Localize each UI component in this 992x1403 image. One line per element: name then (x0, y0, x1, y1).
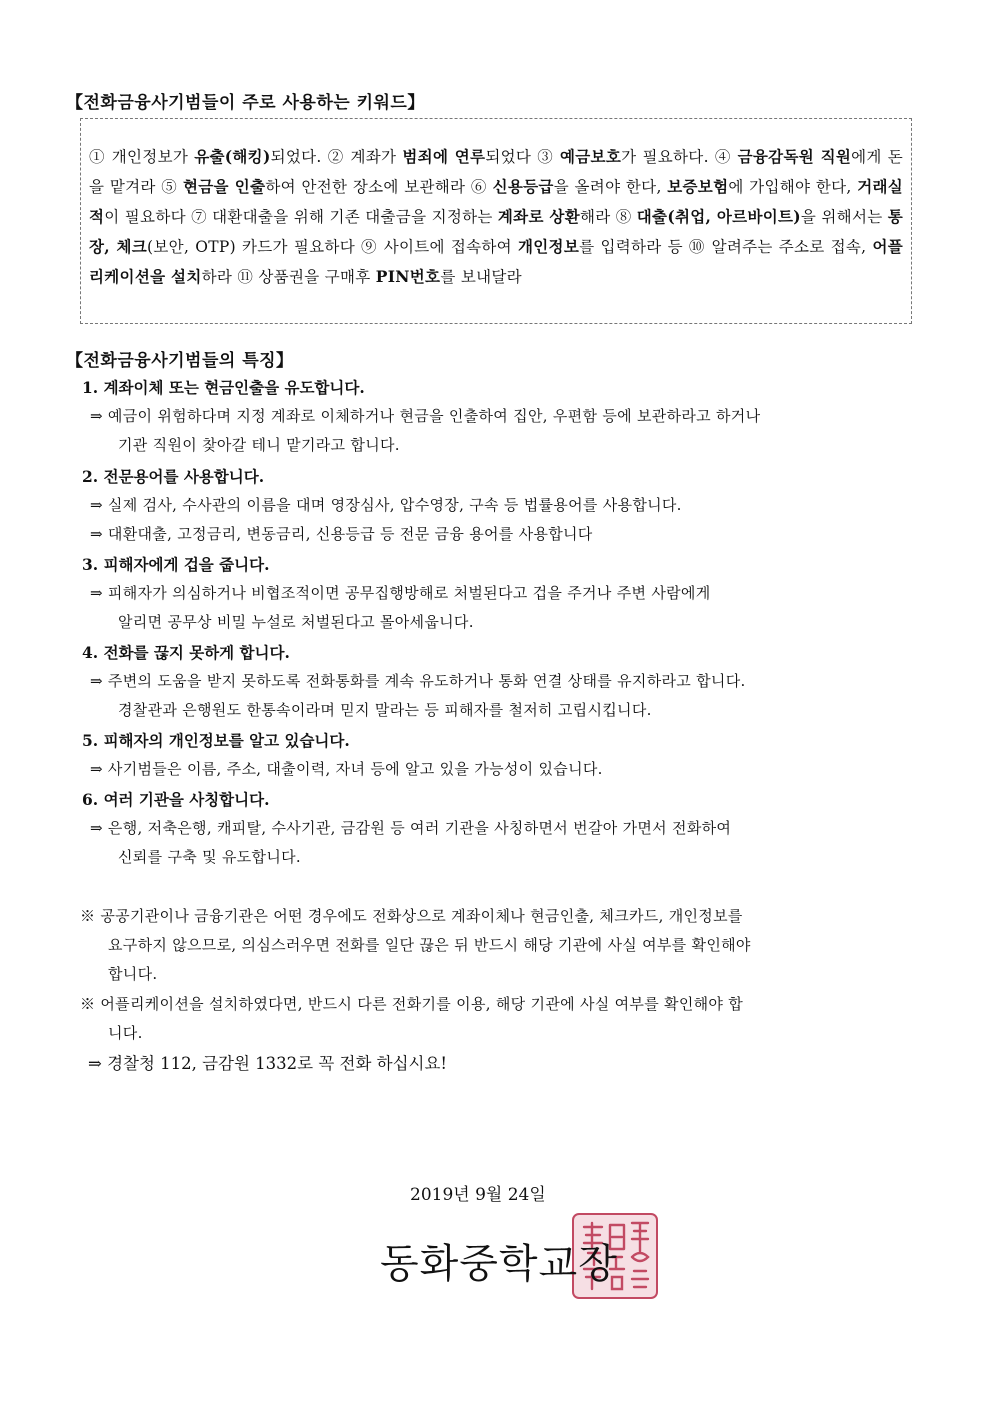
keyword-segment: 신용등급 (492, 177, 554, 196)
note-line: 합니다. (108, 965, 158, 983)
keywords-title: 【전화금융사기범들이 주로 사용하는 키워드】 (66, 93, 425, 113)
feature-heading-4: 4. 전화를 끊지 못하게 합니다. (82, 643, 290, 662)
feature-line: 경찰관과 은행원도 한통속이라며 믿지 말라는 등 피해자를 철저히 고립시킵니다. (118, 701, 652, 719)
note-line: ※ 공공기관이나 금융기관은 어떤 경우에도 전화상으로 계좌이체나 현금인출, 체크카드, 개인정보를 (80, 907, 743, 925)
keyword-segment: ① 개인정보가 (89, 148, 195, 166)
keyword-segment: 에 가입해야 한다, (728, 178, 858, 196)
keyword-segment: 을 올려야 한다, (553, 178, 668, 196)
note-line: ※ 어플리케이션을 설치하였다면, 반드시 다른 전화기를 이용, 해당 기관에 사실 여부를 확인해야 합 (80, 995, 744, 1013)
feature-line: ⇒ 실제 검사, 수사관의 이름을 대며 영장심사, 압수영장, 구속 등 법률용어를 사용합니다. (90, 496, 682, 514)
feature-heading-1: 1. 계좌이체 또는 현금인출을 유도합니다. (82, 378, 365, 397)
keyword-segment: 되었다 ③ (485, 148, 561, 166)
feature-heading-2: 2. 전문용어를 사용합니다. (82, 467, 265, 486)
keyword-segment: 개인정보 (518, 237, 580, 256)
keyword-segment: 거래실적 (89, 177, 904, 226)
keyword-segment: 를 보내달라 (440, 268, 522, 286)
keyword-segment: 하라 ⑪ 상품권을 구매후 (201, 268, 376, 286)
keyword-segment: 에게 돈을 맡겨라 ⑤ (89, 148, 904, 196)
feature-line: ⇒ 대환대출, 고정금리, 변동금리, 신용등급 등 전문 금융 용어를 사용합니다 (90, 525, 593, 543)
feature-line: 기관 직원이 찾아갈 테니 맡기라고 합니다. (118, 436, 400, 454)
school-principal-signature: 동화중학교장 (380, 1241, 618, 1287)
keyword-segment: 통장, 체크 (89, 207, 904, 256)
keyword-segment: 가 필요하다. ④ (621, 148, 738, 166)
keyword-segment: 예금보호 (560, 147, 622, 166)
keyword-segment: 되었다. ② 계좌가 (270, 148, 403, 166)
feature-line: 신뢰를 구축 및 유도합니다. (118, 848, 301, 866)
keyword-segment: 을 위해서는 (800, 208, 888, 226)
final-notice: ⇒ 경찰청 112, 금감원 1332로 꼭 전화 하십시요! (88, 1054, 448, 1073)
keyword-segment: 금융감독원 직원 (737, 147, 852, 166)
feature-line: ⇒ 예금이 위험하다며 지정 계좌로 이체하거나 현금을 인출하여 집안, 우편함 등에 보관하라고 하거나 (90, 407, 761, 425)
feature-line: ⇒ 사기범들은 이름, 주소, 대출이력, 자녀 등에 알고 있을 가능성이 있습니다. (90, 760, 603, 778)
feature-line: ⇒ 주변의 도움을 받지 못하도록 전화통화를 계속 유도하거나 통화 연결 상태를 유지하라고 합니다. (90, 672, 746, 690)
keywords-box (80, 118, 912, 324)
keyword-segment: 보증보험 (667, 177, 729, 196)
feature-line: ⇒ 은행, 저축은행, 캐피탈, 수사기관, 금감원 등 여러 기관을 사칭하면서 번갈아 가면서 전화하여 (90, 819, 732, 837)
keyword-segment: 현금을 인출 (182, 177, 266, 196)
document-date: 2019년 9월 24일 (410, 1185, 546, 1205)
feature-line: 알리면 공무상 비밀 누설로 처벌된다고 몰아세웁니다. (118, 613, 474, 631)
feature-line: ⇒ 피해자가 의심하거나 비협조적이면 공무집행방해로 처벌된다고 겁을 주거나 주변 사람에게 (90, 584, 711, 602)
note-line: 요구하지 않으므로, 의심스러우면 전화를 일단 끊은 뒤 반드시 해당 기관에 사실 여부를 확인해야 (108, 936, 751, 954)
keyword-segment: 를 입력하라 등 ⑩ 알려주는 주소로 접속, (579, 238, 873, 256)
feature-heading-6: 6. 여러 기관을 사칭합니다. (82, 790, 270, 809)
feature-heading-5: 5. 피해자의 개인정보를 알고 있습니다. (82, 731, 350, 750)
keyword-segment: 대출(취업, 아르바이트) (636, 207, 801, 226)
note-line: 니다. (108, 1024, 143, 1042)
keyword-segment: (보안, OTP) 카드가 필요하다 ⑨ 사이트에 접속하여 (147, 238, 519, 256)
keyword-segment: 유출(해킹) (194, 147, 271, 166)
keyword-segment: 하여 안전한 장소에 보관해라 ⑥ (265, 178, 493, 196)
keyword-segment: 범죄에 연루 (402, 147, 486, 166)
keyword-segment: 해라 ⑧ (579, 208, 637, 226)
features-title: 【전화금융사기범들의 특징】 (66, 351, 294, 371)
feature-heading-3: 3. 피해자에게 겁을 줍니다. (82, 555, 270, 574)
keyword-segment: 계좌로 상환 (497, 207, 580, 226)
keyword-segment: 어플리케이션을 설치 (89, 237, 904, 286)
keyword-segment: PIN번호 (375, 267, 441, 286)
keyword-segment: 이 필요하다 ⑦ 대환대출을 위해 기존 대출금을 지정하는 (104, 208, 498, 226)
